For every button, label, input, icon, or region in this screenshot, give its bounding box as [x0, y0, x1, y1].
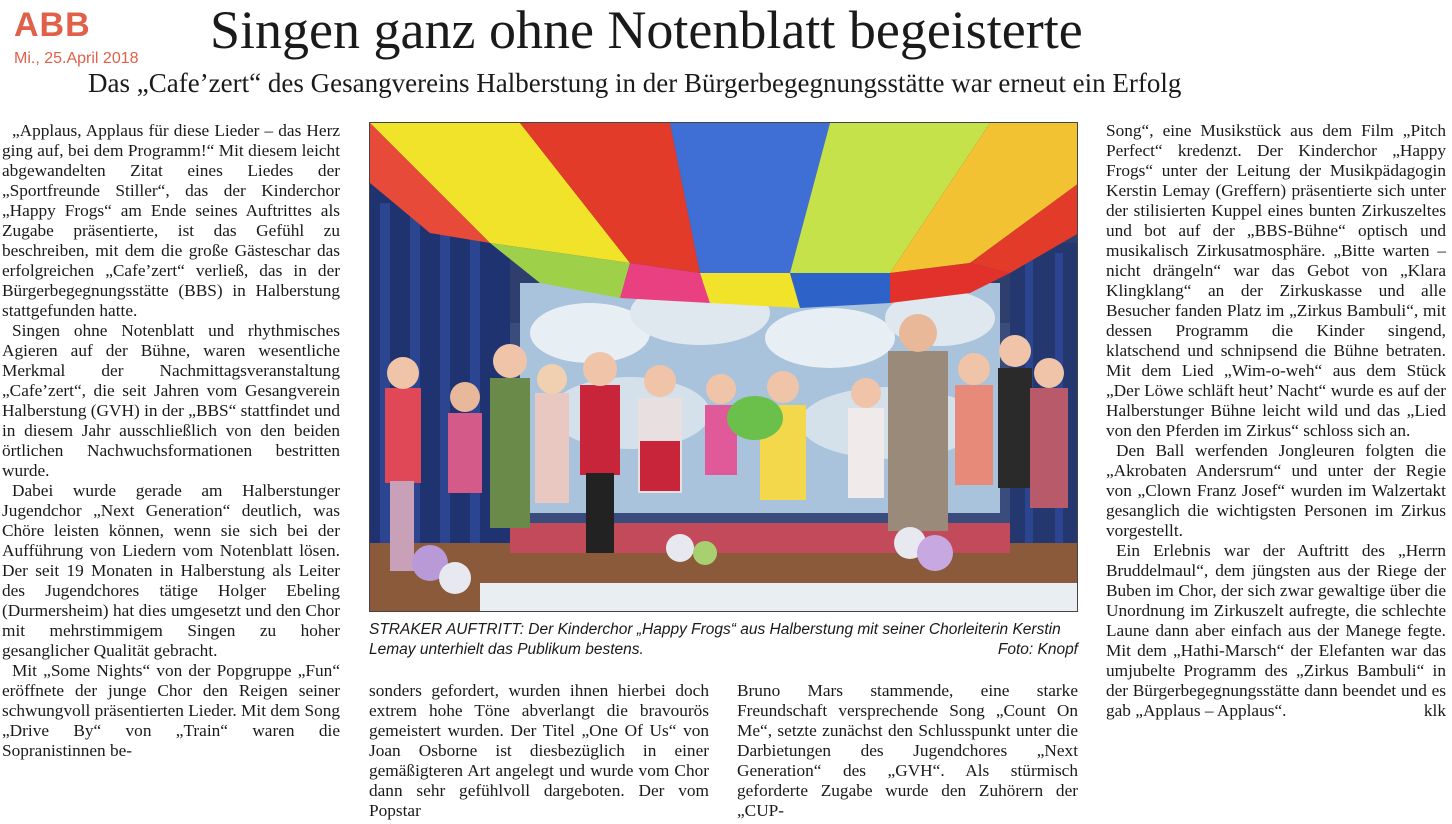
paragraph: Den Ball werfenden Jongleuren folgten die „Akrobaten Andersrum“ und unter der Regie von „Clown Franz Josef“ wurden im Walzertakt gesanglich die wichtigsten Personen im Zirkus vorgestellt. [1106, 441, 1446, 540]
article-column-1 [2, 121, 340, 761]
author-signature: klk [1423, 701, 1446, 720]
paragraph: Mit „Some Nights“ von der Popgruppe „Fun“ eröffnete der junge Chor den Reigen seiner schwungvoll präsentierten Lieder. Mit dem Song „Drive By“ von „Train“ waren die Sopranistinnen be- [2, 661, 340, 760]
caption-text: STRAKER AUFTRITT: Der Kinderchor „Happy Frogs“ aus Halberstung mit seiner Chorleiterin Kerstin Lemay unterhielt das Publikum bestens. [369, 621, 1061, 658]
publication-abbrev: ABB [14, 6, 91, 44]
photo-caption [369, 620, 1078, 660]
paragraph: Singen ohne Notenblatt und rhythmisches Agieren auf der Bühne, waren wesentliche Merkmal der Nachmittagsveranstaltung „Cafe’zert“, die seit Jahren vom Gesangverein Halberstung (GVH) in der „BBS“ stattfindet und in diesem Jahr ausschließlich von den beiden örtlichen Nachwuchsformationen bestritten wurde. [2, 321, 340, 480]
article-column-2 [369, 681, 709, 821]
publication-date: Mi., 25.April 2018 [14, 50, 139, 67]
paragraph: Bruno Mars stammende, eine starke Freundschaft versprechende Song „Count On Me“, setzte zunächst den Schlusspunkt unter die Darbietungen des Jugendchores „Next Generation“ des „GVH“. Als stürmisch geforderte Zugabe wurde den Zuhörern der „CUP- [737, 681, 1078, 820]
paragraph: „Applaus, Applaus für diese Lieder – das Herz ging auf, bei dem Programm!“ Mit diesem leicht abgewandelten Zitat eines Liedes der „Sportfreunde Stiller“, das der Kinderchor „Happy Frogs“ am Ende seines Auftrittes als Zugabe präsentierte, ist das Gefühl zu beschreiben, mit dem die große Gästeschar das erfolgreichen „Cafe’zert“ verließ, das in der Bürgerbegegnungsstätte (BBS) in Halberstung stattgefunden hatte. [2, 121, 340, 320]
headline: Singen ganz ohne Notenblatt begeisterte [210, 0, 1083, 60]
article-photo [369, 122, 1078, 612]
stage-photo-illustration [370, 123, 1078, 612]
article-column-3 [737, 681, 1078, 821]
paragraph: sonders gefordert, wurden ihnen hierbei doch extrem hohe Töne abverlangt die bravourös gemeistert wurden. Der Titel „One Of Us“ von Joan Osborne ist diesbezüglich in einer gemäßigteren Art angelegt und wurde vom Chor dann sehr gefühlvoll dargeboten. Der vom Popstar [369, 681, 709, 820]
paragraph: Ein Erlebnis war der Auftritt des „Herrn Bruddelmaul“, dem jüngsten aus der Riege der Buben im Chor, der sich zwar gewaltige über die Unordnung im Zirkuszelt aufregte, die schlechte Laune dann aber einfach aus der Manege fegte. Mit dem „Hathi-Marsch“ der Elefanten war das umjubelte Programm des „Zirkus Bambuli“ in der Bürgerbegegnungsstätte dann beendet und es gab „Applaus – Applaus“. [1106, 541, 1446, 720]
subheadline: Das „Cafe’zert“ des Gesangvereins Halberstung in der Bürgerbegegnungsstätte war erneut ein Erfolg [88, 68, 1182, 98]
photo-credit: Foto: Knopf [997, 641, 1078, 658]
paragraph: Dabei wurde gerade am Halberstunger Jugendchor „Next Generation“ deutlich, was Chöre leisten können, wenn sie sich bei der Aufführung von Liedern vom Notenblatt lösen. Der seit 19 Monaten in Halberstung als Leiter des Jugendchores tätige Holger Ebeling (Durmersheim) hat dies umgesetzt und den Chor mit mehrstimmigem Singen zu hoher gesanglicher Qualität gebracht. [2, 481, 340, 660]
article-column-4 [1106, 121, 1446, 721]
paragraph: Song“, eine Musikstück aus dem Film „Pitch Perfect“ kredenzt. Der Kinderchor „Happy Frogs“ unter der Leitung der Musikpädagogin Kerstin Lemay (Greffern) präsentierte sich unter der stilisierten Kuppel eines bunten Zirkuszeltes und bot auf der „BBS-Bühne“ optisch und musikalisch Zirkusatmosphäre. „Bitte warten – nicht drängeln“ war das Gebot von „Klara Klingklang“ an der Zirkuskasse und alle Besucher fanden Platz im „Zirkus Bambuli“, mit dessen Programm die Kinder singend, klatschend und schnipsend die Bühne betraten. Mit dem Lied „Wim-o-weh“ aus dem Stück „Der Löwe schläft heut’ Nacht“ wurde es auf der Halberstunger Bühne leicht wild und das „Lied von den Pferden im Zirkus“ schloss sich an. [1106, 121, 1446, 440]
